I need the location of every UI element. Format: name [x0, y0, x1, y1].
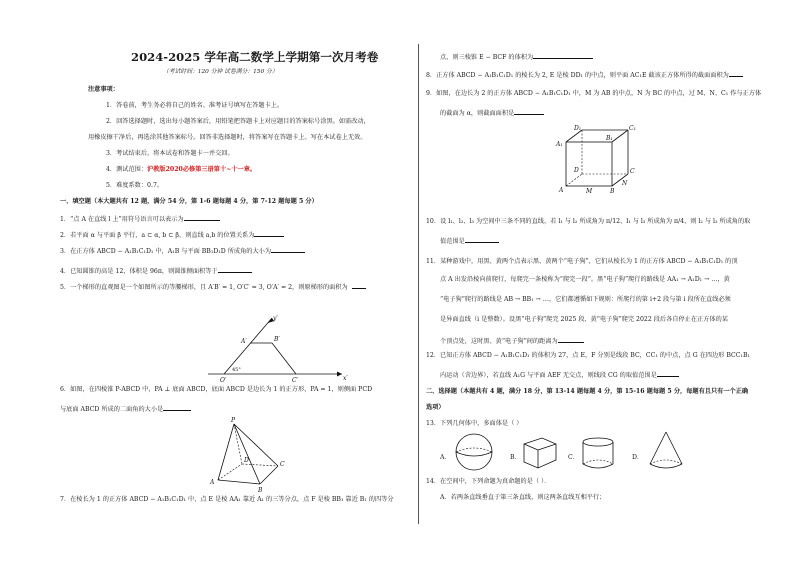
- note-2a: 2．回答选择题时，选出每小题答案后，用铅笔把答题卡上对应题目的答案标号涂黑。如需改动，: [106, 118, 370, 125]
- sphere-outline: [456, 434, 492, 470]
- answer-blank: [254, 230, 284, 237]
- question-1-text: 1．“点 A 在直线 l 上”用符号语言可以表示为: [60, 216, 184, 223]
- question-9b: [440, 108, 544, 118]
- edge-bc: [260, 466, 278, 484]
- edge-pc: [234, 424, 278, 466]
- section1-heading: 一、填空题（本大题共有 12 题，满分 54 分，第 1-6 题每题 4 分，第 7-12 题每题 5 分）: [60, 198, 318, 205]
- edge-b-c: [272, 343, 296, 374]
- note-4-prefix: 4．测试范围：: [106, 166, 148, 173]
- fig5-label: A′: [241, 338, 247, 345]
- question-13: 13．下列几何体中，多面体是（ ）: [426, 420, 523, 427]
- option-d-cone: [646, 430, 686, 472]
- fig9-label: C: [630, 168, 635, 175]
- question-4: [60, 266, 252, 276]
- note-4-range: 沪教版2020必修第三册第十~十一章。: [147, 166, 257, 173]
- fig5-label: 45°: [232, 367, 241, 373]
- fig5-label: y′: [273, 315, 278, 322]
- note-1: 1．答卷前，考生务必将自己的姓名、准考证号填写在答题卡上。: [106, 102, 284, 109]
- question-14: 14．在空间中，下列命题为真命题的是（ ）．: [426, 478, 551, 485]
- question-10a: 10．设 l₁、l₂、l₃ 为空间中三条不同的直线，若 l₁ 与 l₂ 所成角为 π/12，l₁ 与 l₃ 所成角为 π/4，则 l₂ 与 l₃ 所成角的取: [426, 218, 751, 225]
- question-5-text: 5．一个梯形的直观图是一个如图所示的等腰梯形，且 A′B′ = 1, O′C′ = 3, O′A′ = 2，则原梯形的面积为: [60, 284, 348, 291]
- fig6-label: C: [280, 461, 285, 468]
- answer-blank: [558, 336, 584, 343]
- question-7: 7．在棱长为 1 的正方体 ABCD − A₁B₁C₁D₁ 中，点 E 是棱 AA₁ 靠近 A₁ 的三等分点，点 F 是棱 BB₁ 靠近 B₁ 的四等分: [60, 496, 394, 503]
- question-8: [426, 70, 743, 80]
- notes-heading: 注意事项：: [88, 86, 119, 93]
- fig9-label: A₁: [556, 141, 563, 148]
- fig6-label: P: [231, 417, 236, 424]
- fig6-label: B: [258, 487, 263, 494]
- question-6a: 6．如图，在四棱锥 P-ABCD 中，PA ⊥ 底面 ABCD，底面 ABCD 是边长为 1 的正方形，PA = 1，则侧面 PCD: [60, 386, 373, 393]
- question-12b-text: 内运动（含边界），若直线 A₁G 与平面 AEF 无交点，则线段 CG 的取值范围是: [440, 372, 657, 379]
- x-axis-arrow: [337, 372, 342, 377]
- cylinder-top: [583, 438, 613, 446]
- fig9-label: M: [586, 188, 593, 195]
- fig9-label: A: [559, 187, 564, 194]
- figure-6-pyramid: [206, 417, 296, 494]
- question-11d: 是异面直线（i 是整数）。设黑“电子狗”爬完 2025 段、黄“电子狗”爬完 2022 段后各自停止在正方体的某: [440, 316, 728, 323]
- question-6b: [60, 404, 191, 414]
- question-10b: [440, 236, 499, 246]
- answer-blank: [533, 52, 593, 59]
- sphere-equator-front: [456, 452, 492, 456]
- fig9-label: B₁: [606, 135, 613, 142]
- exam-subtitle: （考试时间：120 分钟 试卷满分：150 分）: [163, 69, 278, 75]
- question-11b: 点 A 出发沿棱向前爬行，每爬完一条棱称为“爬完一段”。黑“电子狗”爬行的路线是 AA₁ → A₁D₁ → …，黄: [440, 276, 730, 283]
- question-8-text: 8．正方体 ABCD − A₁B₁C₁D₁ 的棱长为 2, E 是棱 DD₁ 的中点，则平面 AC₁E 截该正方体所得的截面面积为: [426, 72, 729, 79]
- question-1: [60, 214, 220, 224]
- question-11a: 11．某种游戏中，用黑、黄两个点表示黑、黄两个“电子狗”，它们从棱长为 1 的正方体 ABCD − A₁B₁C₁D₁ 的顶: [426, 258, 738, 265]
- fig9-label: D₁: [574, 125, 582, 132]
- fig9-label: C₁: [629, 125, 636, 132]
- prism-edge: [524, 444, 538, 450]
- option-d-label: D．: [632, 454, 644, 461]
- question-7-cont-text: 点，则三棱锥 E − BCF 的体积为: [440, 54, 534, 61]
- note-2b: 用橡皮擦干净后，再选涂其他答案标号。回答非选择题时，将答案写在答题卡上。写在本试卷上无效。: [88, 134, 367, 141]
- edge-dc-hidden: [242, 464, 278, 466]
- question-4-text: 4．已知圆锥的高是 12，体积是 96π，则圆锥侧面积等于: [60, 268, 218, 275]
- answer-blank: [657, 370, 679, 377]
- option-a-sphere: [452, 430, 496, 474]
- question-14-option-a: A．若两条直线垂直于第三条直线，则这两条直线互相平行；: [440, 494, 606, 501]
- question-12b: [440, 370, 679, 380]
- edge: [612, 130, 628, 142]
- cylinder-bottom-back: [583, 460, 613, 464]
- fig9-label: D: [574, 167, 579, 174]
- question-2-text: 2．若平面 α 与平面 β 平行，a ⊂ α, b ⊂ β，则直线 a,b 的位置关系为: [60, 232, 255, 239]
- note-4: [106, 166, 256, 174]
- fig9-label: N: [622, 180, 628, 187]
- edge-pa: [218, 424, 234, 480]
- answer-blank: [352, 282, 366, 289]
- exam-title: 2024-2025 学年高二数学上学期第一次月考卷: [131, 50, 379, 64]
- question-9a: 9．如图，在边长为 2 的正方体 ABCD − A₁B₁C₁D₁ 中，M 为 AB 的中点，N 为 BC 的中点，过 M、N、C₁ 作与正方体: [426, 90, 762, 97]
- option-c-cylinder: [580, 436, 616, 470]
- right-column: [426, 0, 762, 562]
- edge-ab: [218, 480, 260, 484]
- question-12a: 12．已知正方体 ABCD − A₁B₁C₁D₁ 的体积为 27，点 E，F 分别是线段 BC，CC₁ 的中点，点 G 在四边形 BCC₁B₁: [426, 352, 750, 359]
- question-3-text: 3．在正方体 ABCD − A₁B₁C₁D₁ 中，A₁B 与平面 BB₁D₁D 所成角的大小为: [60, 248, 272, 255]
- hidden-edge: [566, 174, 582, 186]
- fig5-label: B′: [274, 336, 280, 343]
- option-c-label: C．: [568, 454, 579, 461]
- fig5-label: x′: [343, 375, 348, 382]
- prism-outline: [524, 438, 556, 468]
- answer-blank: [218, 266, 252, 273]
- fig5-label: C′: [292, 377, 298, 384]
- answer-blank: [184, 214, 220, 221]
- question-5: [60, 282, 366, 292]
- fig6-label: D: [244, 457, 249, 464]
- question-10b-text: 值范围是: [440, 238, 465, 245]
- answer-blank: [729, 70, 743, 77]
- answer-blank: [163, 404, 191, 411]
- left-column: [60, 0, 412, 562]
- answer-blank: [271, 246, 305, 253]
- figure-9-cube: [556, 124, 642, 195]
- note-5: 5．难度系数：0.7。: [106, 182, 164, 189]
- figure-5-trapezoid: [200, 310, 350, 384]
- question-11e: [440, 336, 584, 346]
- edge-pb: [234, 424, 260, 484]
- section2-heading-a: 二、选择题（本题共有 4 题，满分 18 分，第 13-14 题每题 4 分，第 15-16 题每题 5 分，每题有且只有一个正确: [426, 388, 749, 395]
- cone-side: [650, 432, 666, 464]
- column-divider: [418, 44, 419, 524]
- question-7-cont: [440, 52, 593, 62]
- cylinder-bottom-front: [583, 464, 613, 468]
- prism-edge: [538, 444, 556, 450]
- note-3: 3．考试结束后，将本试卷和答题卡一并交回。: [106, 150, 234, 157]
- option-b-label: B．: [510, 454, 521, 461]
- front-face: [566, 142, 612, 186]
- cone-base-back: [650, 460, 682, 464]
- answer-blank: [514, 108, 544, 115]
- cone-side: [666, 432, 682, 464]
- question-11e-text: 个顶点处，这时黑、黄“电子狗”间的距离为: [440, 338, 558, 345]
- section2-heading-b: 选项）: [426, 404, 445, 411]
- cone-base-front: [650, 464, 682, 468]
- fig6-label: A: [210, 479, 215, 486]
- question-3: [60, 246, 305, 256]
- y-axis: [224, 318, 272, 374]
- question-6b-text: 与底面 ABCD 所成的二面角的大小是: [60, 406, 164, 413]
- sphere-equator-back: [456, 448, 492, 452]
- fig9-label: B: [610, 188, 615, 195]
- answer-blank: [465, 236, 499, 243]
- question-11c: “电子狗”爬行的路线是 AB → BB₁ → …，它们都遵循如下规则：所爬行的第 i+2 段与第 i 段所在直线必须: [440, 296, 731, 303]
- option-b-prism: [520, 434, 560, 472]
- question-9b-text: 的截面为 α，则截面面积是: [440, 110, 515, 117]
- fig5-label: O′: [220, 377, 227, 384]
- question-2: [60, 230, 284, 240]
- option-a-label: A．: [440, 454, 451, 461]
